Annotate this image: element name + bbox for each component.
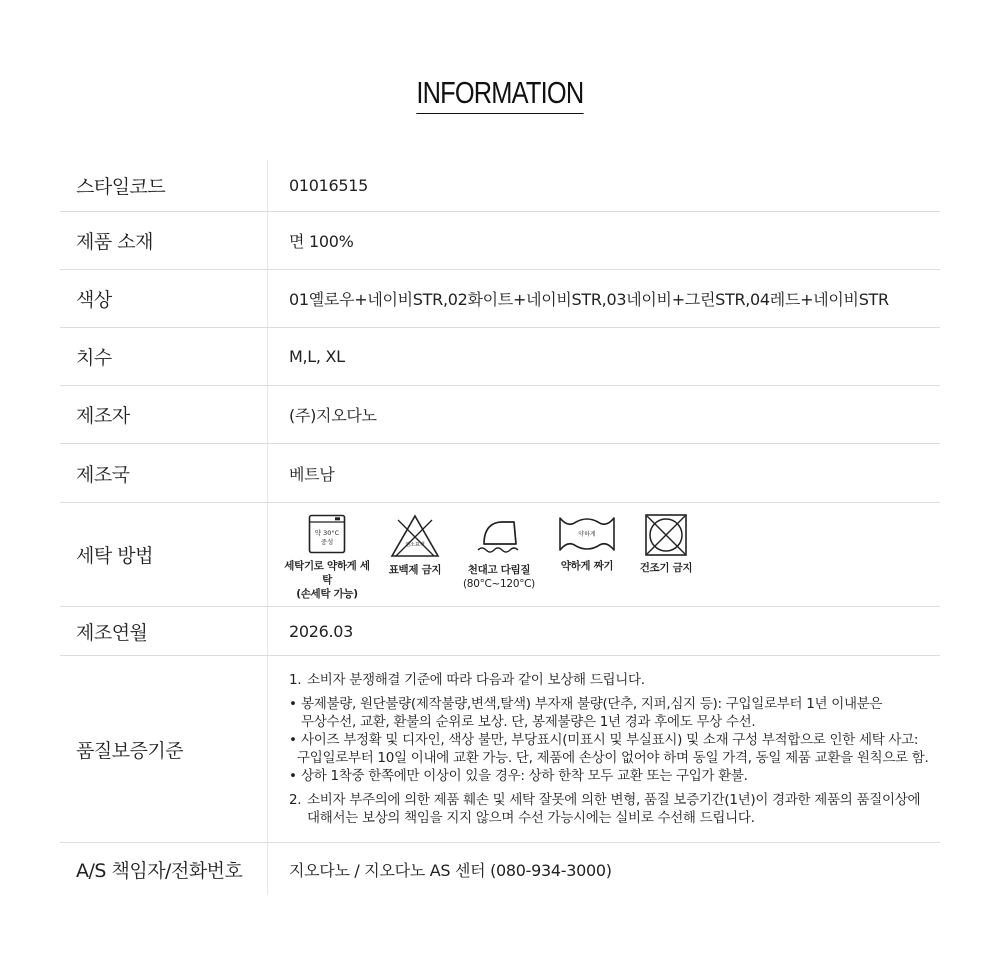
row-value: 베트남	[289, 464, 335, 484]
wash-neutral-text: 중성	[320, 538, 334, 546]
item-number: 2.	[289, 792, 302, 808]
no-bleach-text: 염소표백	[405, 542, 425, 548]
row-maker	[60, 386, 940, 444]
row-label: 제조연월	[60, 607, 268, 655]
wash-caption	[561, 559, 614, 573]
row-washing	[60, 503, 940, 607]
row-value: 면 100%	[289, 232, 354, 251]
wash-caption	[463, 563, 535, 591]
row-label: 제조국	[60, 444, 268, 502]
row-value: M,L, XL	[289, 347, 345, 366]
no-bleach-icon	[390, 514, 440, 558]
row-quality	[60, 656, 940, 843]
row-label: A/S 책임자/전화번호	[60, 843, 268, 895]
row-label: 치수	[60, 328, 268, 385]
item-number: 1.	[289, 672, 302, 688]
item-line: 대해서는 보상의 책임을 지지 않으며 수선 가능시에는 실비로 수선해 드립니다.	[307, 810, 755, 826]
quality-item-2	[289, 791, 929, 827]
wash-item	[282, 514, 372, 601]
row-label: 색상	[60, 270, 268, 327]
row-label: 제조자	[60, 386, 268, 443]
row-date	[60, 607, 940, 656]
row-value: (주)지오다노	[289, 406, 377, 425]
wash-item	[634, 514, 698, 575]
row-size	[60, 328, 940, 386]
wash-caption-line: 세탁기로 약하게 세탁	[284, 560, 370, 586]
bullet-line: 상하 1착중 한쪽에만 이상이 있을 경우: 상하 한착 모두 교환 또는 구입가 환불.	[301, 768, 748, 784]
row-value: 2026.03	[289, 621, 354, 641]
row-label: 세탁 방법	[60, 503, 268, 606]
item-line: 소비자 부주의에 의한 제품 훼손 및 세탁 잘못에 의한 변형, 품질 보증기간(1년)이 경과한 제품의 품질이상에	[307, 792, 921, 808]
wash-caption	[282, 559, 372, 601]
wash-item	[458, 514, 540, 591]
wash-caption-line: (손세탁 가능)	[296, 588, 358, 600]
no-tumble-dry-icon	[644, 514, 688, 556]
row-value: 지오다노 / 지오다노 AS 센터 (080-934-3000)	[289, 860, 612, 880]
page-title: INFORMATION	[416, 74, 583, 114]
quality-text	[268, 671, 929, 827]
wash-item	[382, 514, 448, 577]
bullet-line: 사이즈 부정확 및 디자인, 색상 불만, 부당표시(미표시 및 부실표시) 및 소재 구성 부적합으로 인한 세탁 사고:	[301, 732, 919, 748]
row-country	[60, 444, 940, 503]
gentle-wring-text: 약하게	[578, 531, 596, 538]
page-title-wrap	[0, 74, 1000, 114]
washing-icons	[268, 508, 708, 601]
wash-caption-line: (80°C~120°C)	[463, 578, 535, 590]
wash-caption-line: 약하게 짜기	[560, 560, 614, 572]
quality-bullet: • 사이즈 부정확 및 디자인, 색상 불만, 부당표시(미표시 및 부실표시) 및 소재 구성 부적합으로 인한 세탁 사고: 구입일로부터 10일 이내에 교환 가능. 단, 제품에 손상이 없어야 하며 동일 가격, 동일 제품 교환을 원칙으로 함.	[289, 732, 929, 766]
row-value: 01옐로우+네이비STR,02화이트+네이비STR,03네이비+그린STR,04레드+네이비STR	[289, 290, 889, 309]
item-text: 소비자 분쟁해결 기준에 따라 다음과 같이 보상해 드립니다.	[307, 672, 645, 688]
wash-caption-line: 건조기 금지	[639, 562, 693, 574]
wash-caption-line: 표백제 금지	[388, 564, 442, 576]
bullet-line: 봉제불량, 원단불량(제작불량,변색,탈색) 부자재 불량(단추, 지퍼,심지 등): 구입일로부터 1년 이내분은	[301, 696, 883, 712]
row-label: 품질보증기준	[60, 656, 268, 842]
quality-bullet: • 봉제불량, 원단불량(제작불량,변색,탈색) 부자재 불량(단추, 지퍼,심지 등): 구입일로부터 1년 이내분은 무상수선, 교환, 환불의 순위로 보상. 단, 봉제불량은 1년 경과 후에도 무상 수선.	[289, 696, 883, 730]
row-as	[60, 843, 940, 895]
row-color	[60, 270, 940, 328]
row-style-code	[60, 160, 940, 212]
gentle-wring-icon	[558, 514, 616, 554]
wash-caption	[640, 561, 693, 575]
wash-caption	[389, 563, 442, 577]
row-label: 스타일코드	[60, 160, 268, 211]
quality-bullet: • 상하 1착중 한쪽에만 이상이 있을 경우: 상하 한착 모두 교환 또는 구입가 환불.	[289, 768, 748, 784]
quality-item-1	[289, 671, 929, 689]
bullet-line: 무상수선, 교환, 환불의 순위로 보상. 단, 봉제불량은 1년 경과 후에도 무상 수선.	[301, 714, 756, 730]
info-table	[60, 160, 940, 895]
wash-item	[550, 514, 624, 573]
row-value: 01016515	[289, 176, 369, 195]
wash-temp-text: 약 30°C	[314, 529, 340, 537]
bullet-line: 구입일로부터 10일 이내에 교환 가능. 단, 제품에 손상이 없어야 하며 동일 가격, 동일 제품 교환을 원칙으로 함.	[297, 750, 929, 766]
iron-cloth-icon	[476, 514, 522, 558]
wash-caption-line: 천대고 다림질	[467, 564, 531, 576]
wash-tub-30c-icon	[308, 514, 346, 554]
row-material	[60, 212, 940, 270]
row-label: 제품 소재	[60, 212, 268, 269]
